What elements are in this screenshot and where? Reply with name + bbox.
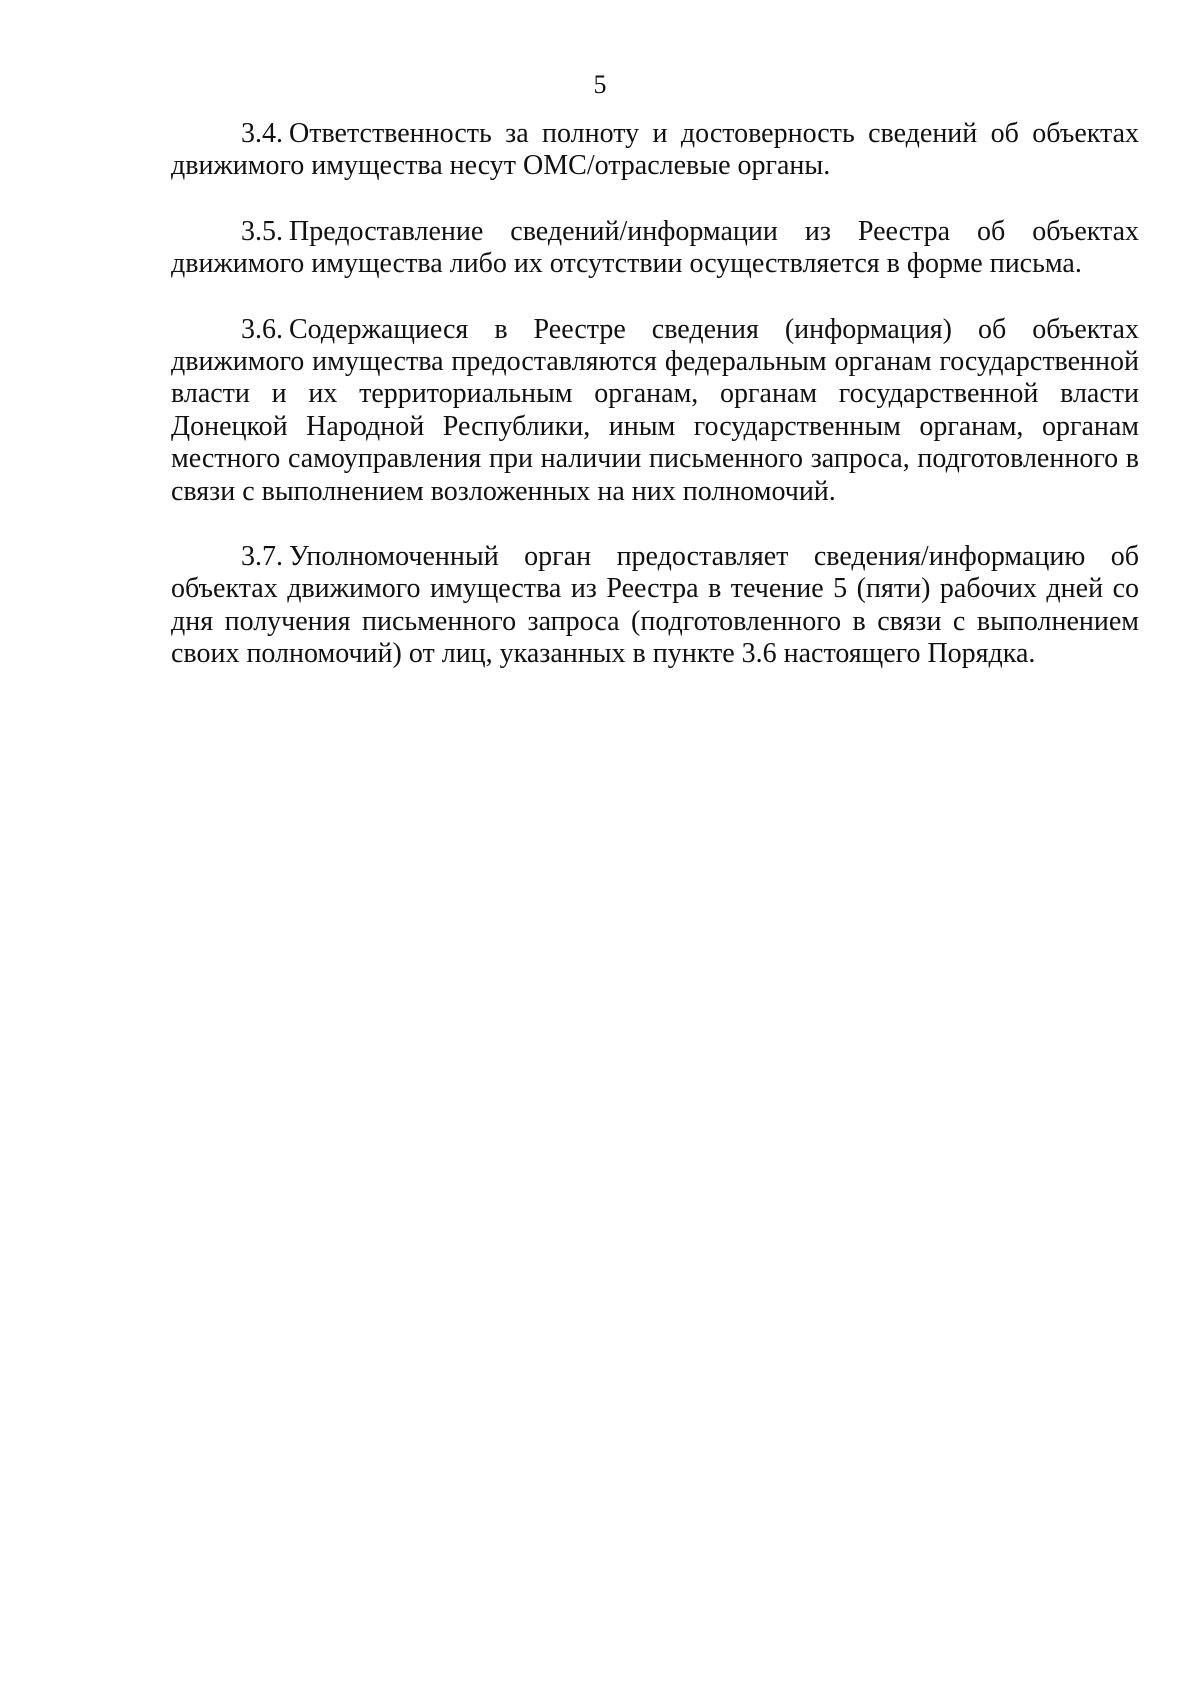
page-number: 5 <box>593 70 607 99</box>
paragraph-text: Содержащиеся в Реестре сведения (информация) об объектах движимого имущества предоставляются федеральным органам государственной власти и их территориальным органам, органам государственной власти Донецкой Народной Республики, иным государственным органам, органам местного самоуправления при наличии письменного запроса, подготовленного в связи с выполнением возложенных на них полномочий. <box>171 313 1139 507</box>
paragraph-text: Предоставление сведений/информации из Реестра об объектах движимого имущества либо их отсутствии осуществляется в форме письма. <box>171 215 1139 280</box>
paragraph-text: Ответственность за полноту и достоверность сведений об объектах движимого имущества несут ОМС/отраслевые органы. <box>171 118 1139 182</box>
paragraph-text: Уполномоченный орган предоставляет сведения/информацию об объектах движимого имущества из Реестра в течение 5 (пяти) рабочих дней со дня получения письменного запроса (подготовленного в связи с выполнением своих полномочий) от лиц, указанных в пункте 3.6 настоящего Порядка. <box>171 541 1139 670</box>
document-body <box>171 118 1139 704</box>
paragraph-3-5 <box>171 216 1139 281</box>
paragraph-3-6 <box>171 314 1139 508</box>
paragraph-number: 3.7. <box>241 541 283 573</box>
paragraph-number: 3.6. <box>241 313 283 345</box>
paragraph-3-4 <box>171 118 1139 183</box>
paragraph-number: 3.4. <box>241 118 283 149</box>
paragraph-number: 3.5. <box>241 215 283 247</box>
paragraph-3-7 <box>171 541 1139 671</box>
